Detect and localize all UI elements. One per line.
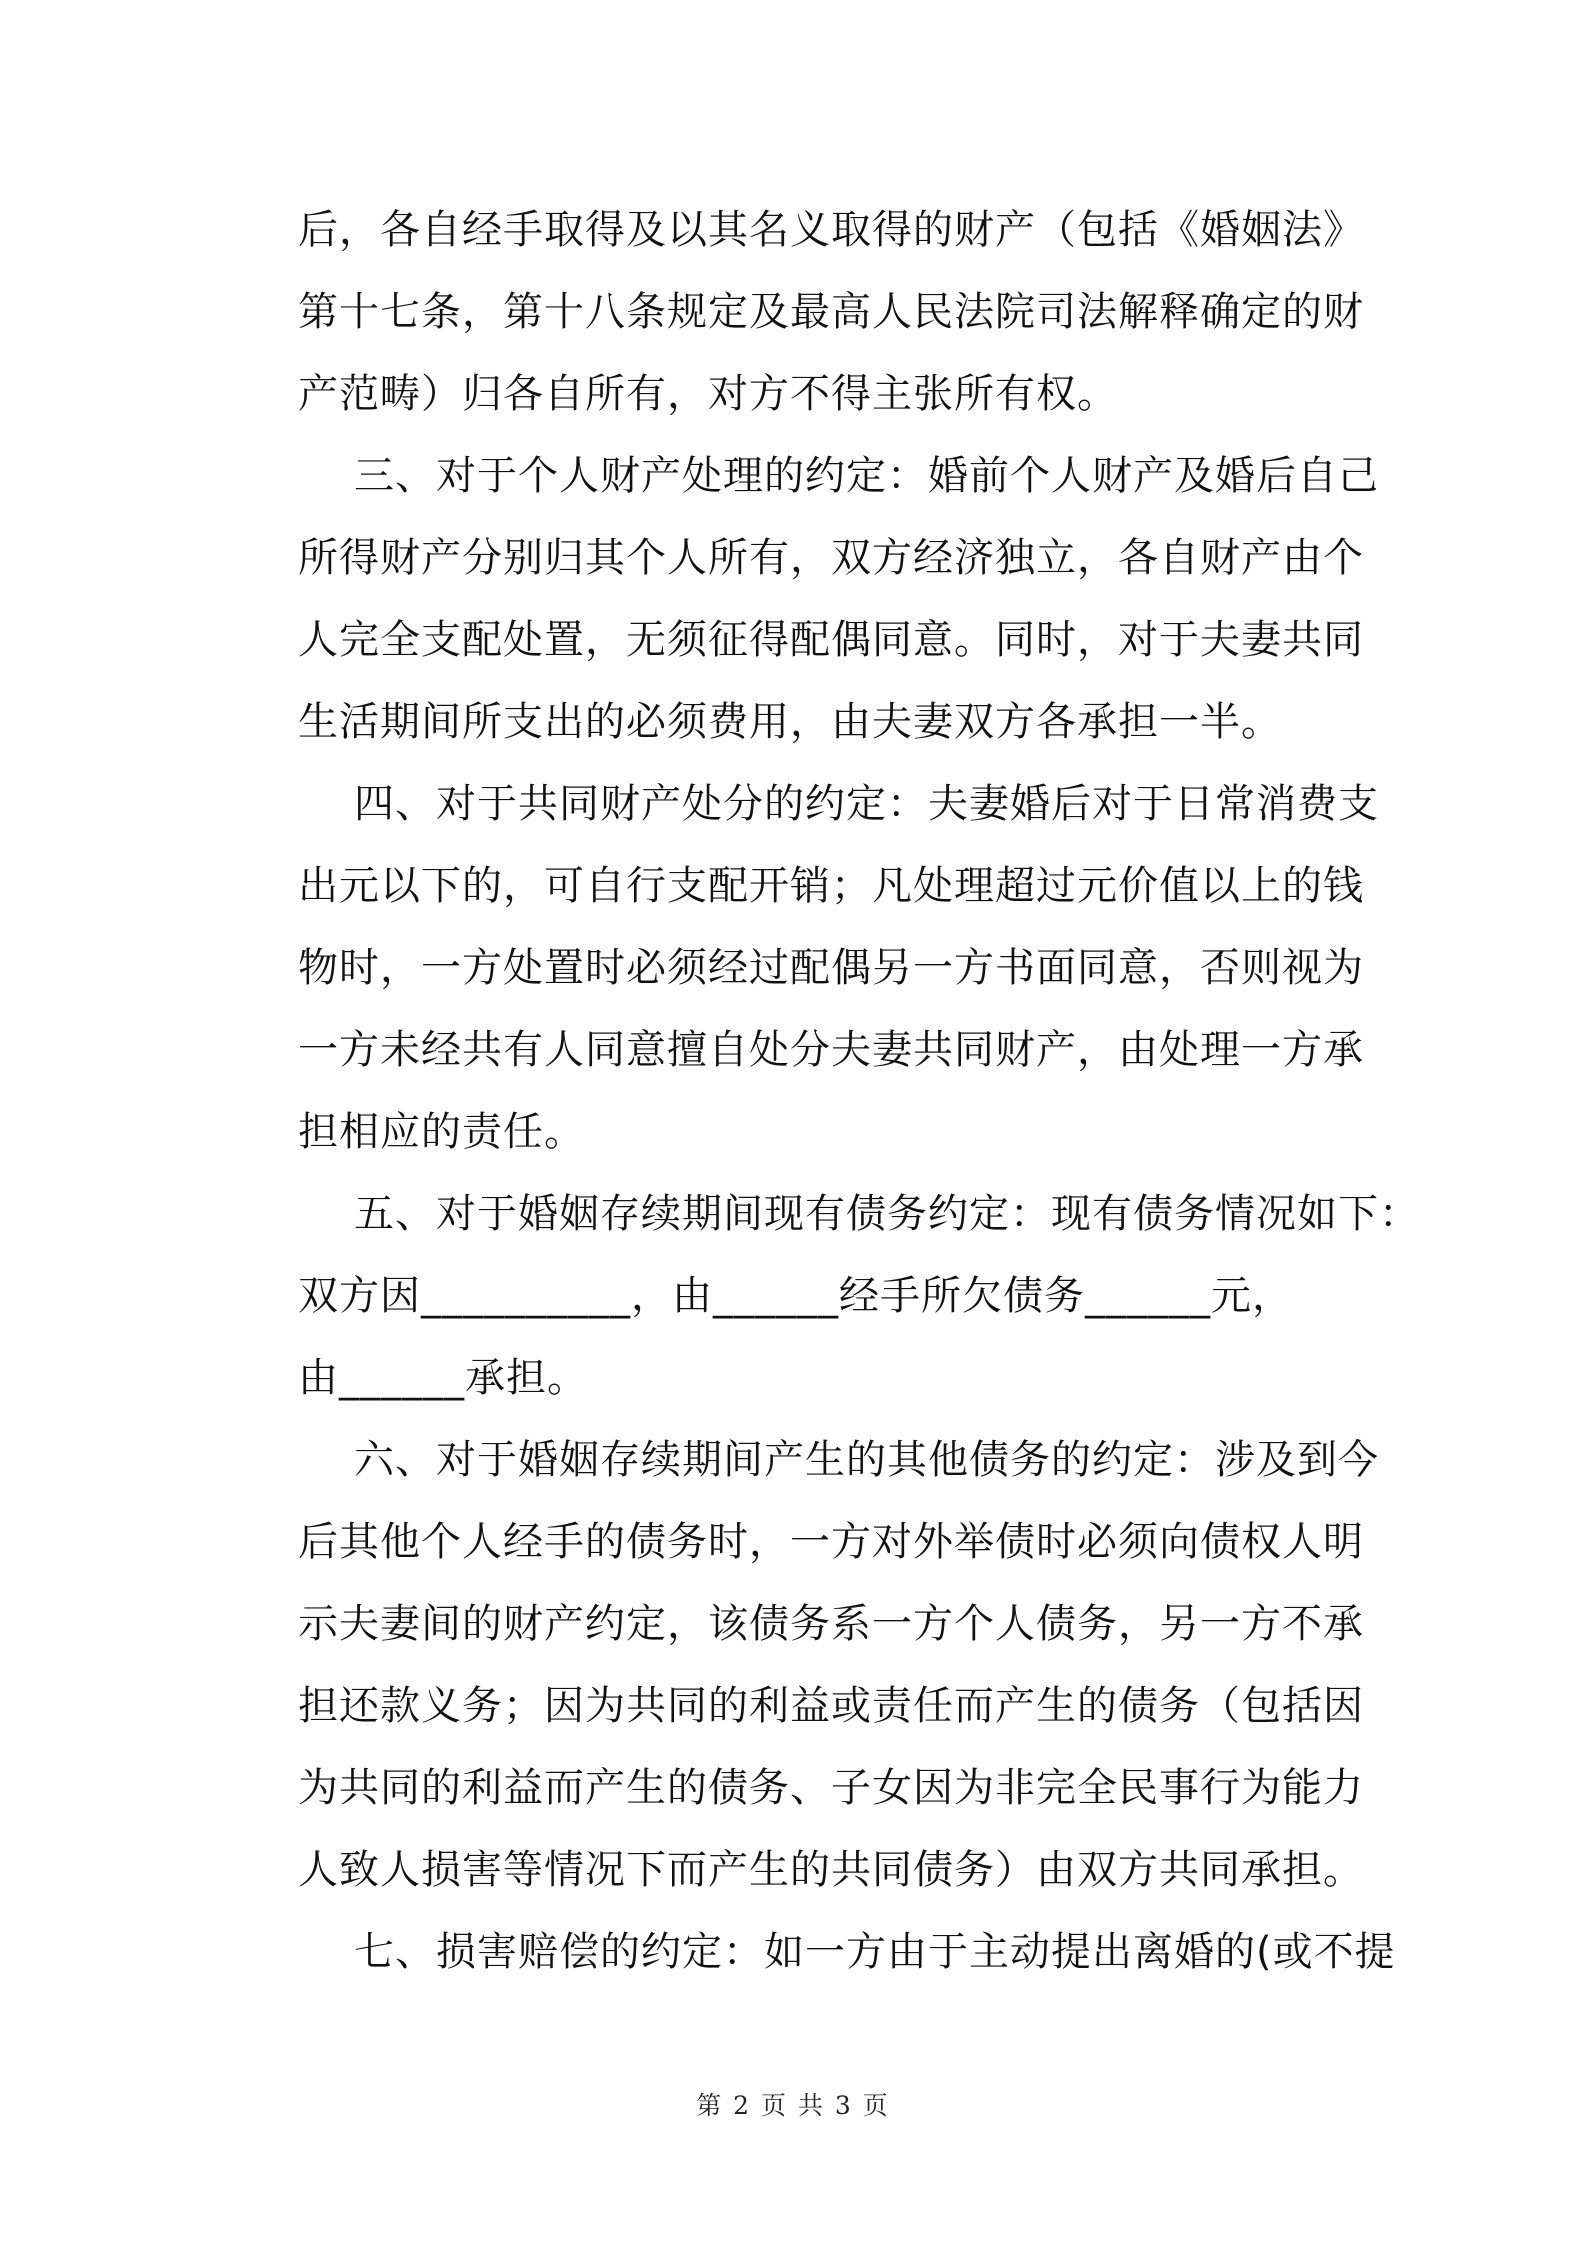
paragraph-start-line: 五、对于婚姻存续期间现有债务约定：现有债务情况如下： [354,1191,1420,1237]
text-line: 一方未经共有人同意擅自处分夫妻共同财产，由处理一方承 [298,1027,1364,1073]
text-line: 示夫妻间的财产约定，该债务系一方个人债务，另一方不承 [298,1601,1364,1647]
text-line: 后其他个人经手的债务时，一方对外举债时必须向债权人明 [298,1519,1364,1565]
paragraph-start-line: 四、对于共同财产处分的约定：夫妻婚后对于日常消费支 [354,781,1379,827]
text-line: 为共同的利益而产生的债务、子女因为非完全民事行为能力 [298,1765,1364,1811]
text-line: 双方因__________，由______经手所欠债务______元， [298,1273,1293,1319]
text-line: 人致人损害等情况下而产生的共同债务）由双方共同承担。 [298,1847,1364,1893]
text-line: 担还款义务；因为共同的利益或责任而产生的债务（包括因 [298,1683,1364,1729]
text-line: 第十七条，第十八条规定及最高人民法院司法解释确定的财 [298,289,1364,335]
text-line: 由______承担。 [298,1355,588,1401]
text-line: 生活期间所支出的必须费用，由夫妻双方各承担一半。 [298,699,1282,745]
text-line: 后，各自经手取得及以其名义取得的财产（包括《婚姻法》 [298,207,1364,253]
text-line: 物时，一方处置时必须经过配偶另一方书面同意，否则视为 [298,945,1364,991]
paragraph-start-line: 七、损害赔偿的约定：如一方由于主动提出离婚的(或不提 [354,1929,1396,1975]
paragraph-start-line: 三、对于个人财产处理的约定：婚前个人财产及婚后自己 [354,453,1379,499]
text-line: 担相应的责任。 [298,1109,585,1155]
text-line: 所得财产分别归其个人所有，双方经济独立，各自财产由个 [298,535,1364,581]
page-number-footer: 第 2 页 共 3 页 [696,2091,890,2120]
text-line: 出元以下的，可自行支配开销；凡处理超过元价值以上的钱 [298,863,1364,909]
text-line: 产范畴）归各自所有，对方不得主张所有权。 [298,371,1118,417]
paragraph-start-line: 六、对于婚姻存续期间产生的其他债务的约定：涉及到今 [354,1437,1379,1483]
text-line: 人完全支配处置，无须征得配偶同意。同时，对于夫妻共同 [298,617,1364,663]
